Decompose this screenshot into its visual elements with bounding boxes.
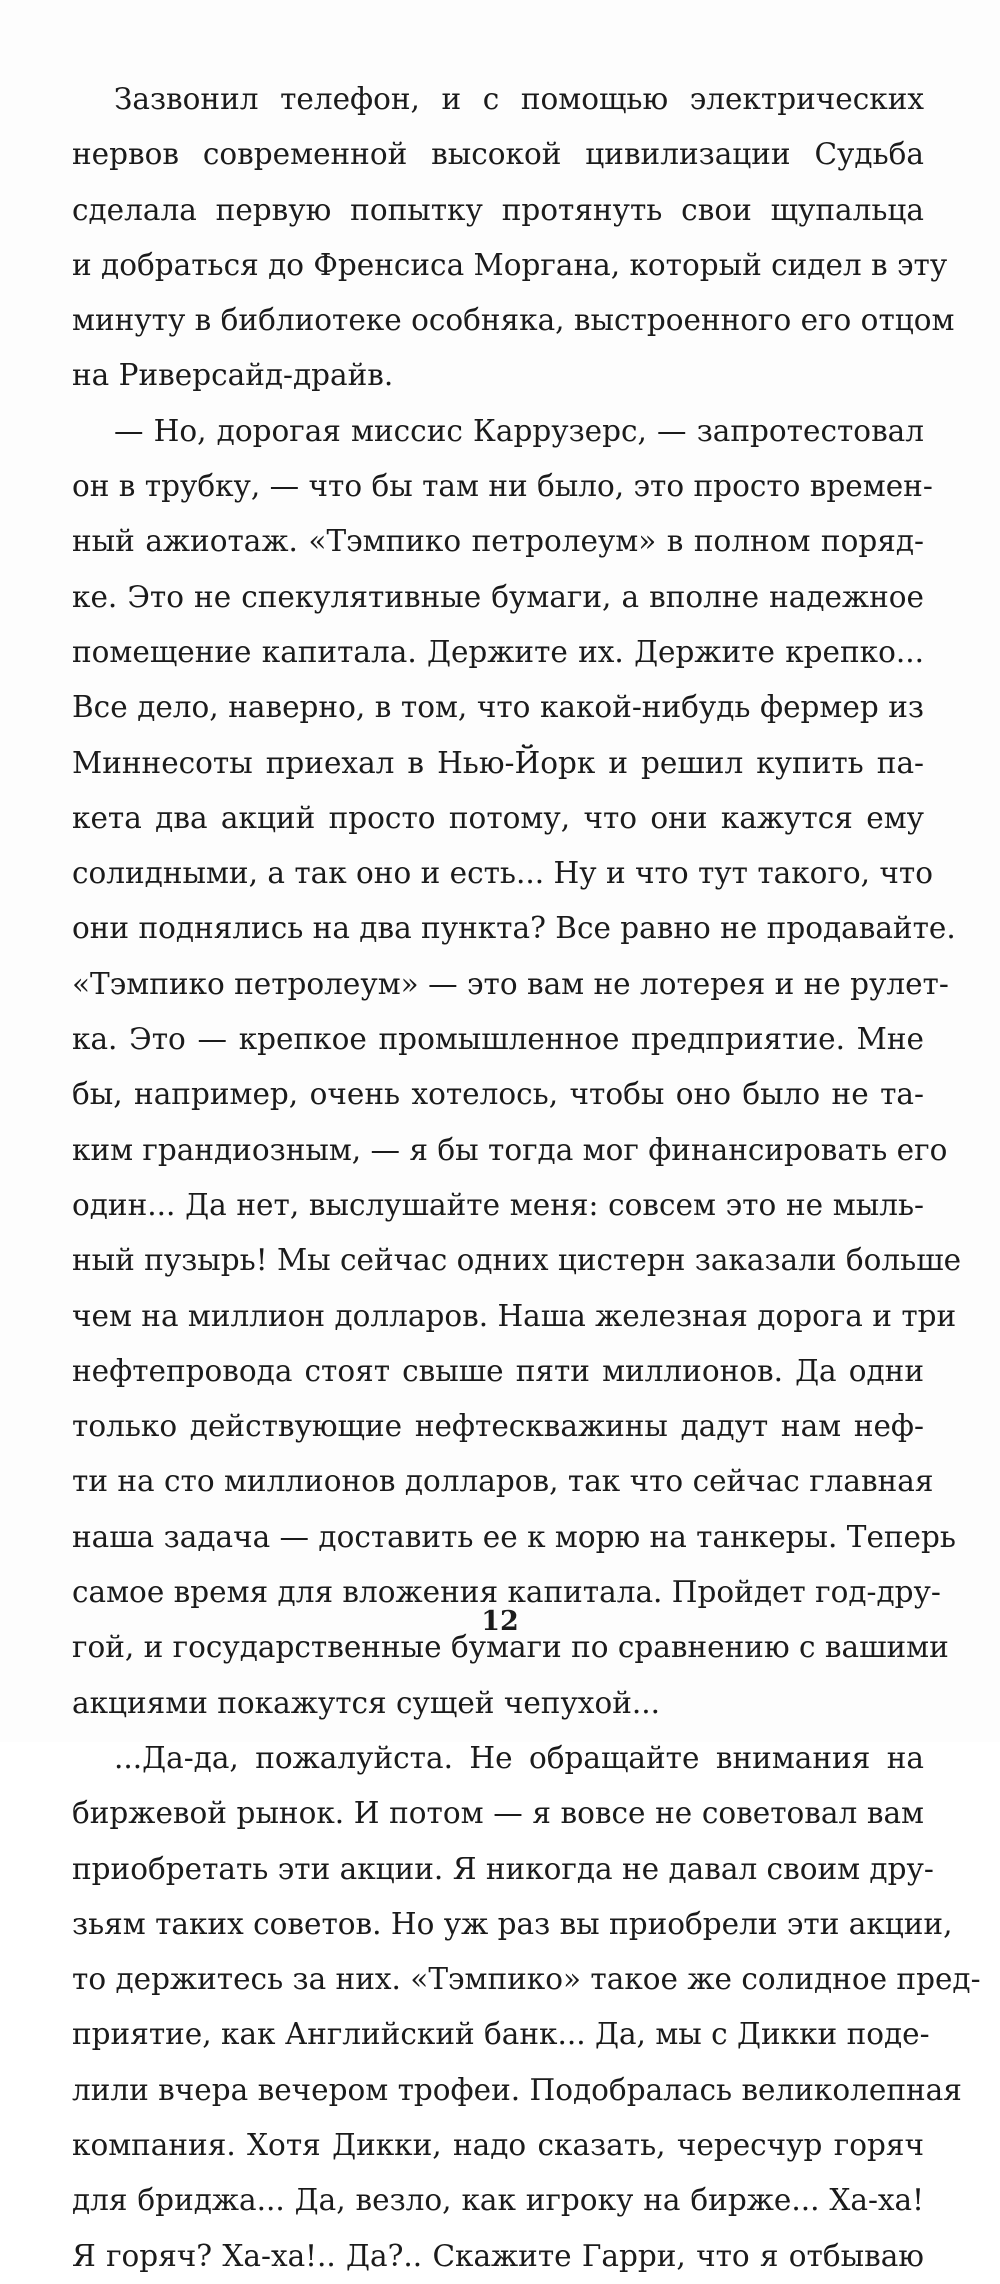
text-line: он в трубку, — что бы там ни было, это просто времен- <box>72 469 933 504</box>
text-line: нефтепровода стоят свыше пяти миллионов. Да одни <box>72 1353 924 1388</box>
text-line: кета два акций просто потому, что они кажутся ему <box>72 800 924 835</box>
text-line: зьям таких советов. Но уж раз вы приобрели эти акции, <box>72 1906 953 1941</box>
text-line: — Но, дорогая миссис Каррузерс, — запротестовал <box>114 413 924 448</box>
text-line: ...Да-да, пожалуйста. Не обращайте внимания на <box>114 1740 924 1775</box>
text-line: помещение капитала. Держите их. Держите крепко... <box>72 634 924 669</box>
paragraph <box>72 404 962 1731</box>
text-line: компания. Хотя Дикки, надо сказать, чересчур горяч <box>72 2127 924 2162</box>
text-line: гой, и государственные бумаги по сравнению с вашими <box>72 1630 949 1665</box>
text-line: «Тэмпико петролеум» — это вам не лотерея и не рулет- <box>72 966 949 1001</box>
text-line: бы, например, очень хотелось, чтобы оно было не та- <box>72 1077 924 1112</box>
paragraph <box>72 1731 981 2284</box>
text-line: акциями покажутся сущей чепухой... <box>72 1685 660 1720</box>
text-line: ка. Это — крепкое промышленное предприятие. Мне <box>72 1022 924 1057</box>
text-line: сделала первую попытку протянуть свои щупальца <box>72 192 924 227</box>
text-line: биржевой рынок. И потом — я вовсе не советовал вам <box>72 1796 924 1831</box>
text-line: лили вчера вечером трофеи. Подобралась великолепная <box>72 2072 962 2107</box>
text-line: они поднялись на два пункта? Все равно не продавайте. <box>72 911 956 946</box>
text-line: нервов современной высокой цивилизации Судьба <box>72 137 924 172</box>
text-line: солидными, а так оно и есть... Ну и что тут такого, что <box>72 856 934 891</box>
body-text <box>72 72 981 2284</box>
text-line: самое время для вложения капитала. Пройдет год-дру- <box>72 1575 941 1610</box>
text-line: ким грандиозным, — я бы тогда мог финансировать его <box>72 1132 948 1167</box>
text-line: Зазвонил телефон, и с помощью электрических <box>114 82 924 116</box>
text-line: чем на миллион долларов. Наша железная дорога и три <box>72 1298 957 1333</box>
text-line: минуту в библиотеке особняка, выстроенного его отцом <box>72 303 955 338</box>
text-line: Миннесоты приехал в Нью-Йорк и решил купить па- <box>72 745 924 780</box>
text-line: ный пузырь! Мы сейчас одних цистерн заказали больше <box>72 1243 962 1278</box>
text-line: и добраться до Френсиса Моргана, который сидел в эту <box>72 247 948 282</box>
text-line: наша задача — доставить ее к морю на танкеры. Теперь <box>72 1519 956 1554</box>
text-line: только действующие нефтескважины дадут нам неф- <box>72 1409 924 1444</box>
text-line: ный ажиотаж. «Тэмпико петролеум» в полном поряд- <box>72 524 924 559</box>
text-line: для бриджа... Да, везло, как игроку на бирже... Ха-ха! <box>72 2183 924 2218</box>
text-line: приобретать эти акции. Я никогда не давал своим дру- <box>72 1851 934 1886</box>
text-line: приятие, как Английский банк... Да, мы с Дикки поде- <box>72 2017 930 2052</box>
text-line: на Риверсайд-драйв. <box>72 358 394 393</box>
page-number: 12 <box>481 1606 519 1637</box>
text-line: то держитесь за них. «Тэмпико» такое же солидное пред- <box>72 1962 981 1997</box>
text-line: один... Да нет, выслушайте меня: совсем это не мыль- <box>72 1187 924 1222</box>
text-line: Я горяч? Ха-ха!.. Да?.. Скажите Гарри, что я отбываю <box>72 2238 924 2273</box>
text-line: ке. Это не спекулятивные бумаги, а вполне надежное <box>72 579 924 614</box>
text-line: ти на сто миллионов долларов, так что сейчас главная <box>72 1464 934 1499</box>
text-line: Все дело, наверно, в том, что какой-нибудь фермер из <box>72 690 924 725</box>
paragraph <box>72 72 955 404</box>
